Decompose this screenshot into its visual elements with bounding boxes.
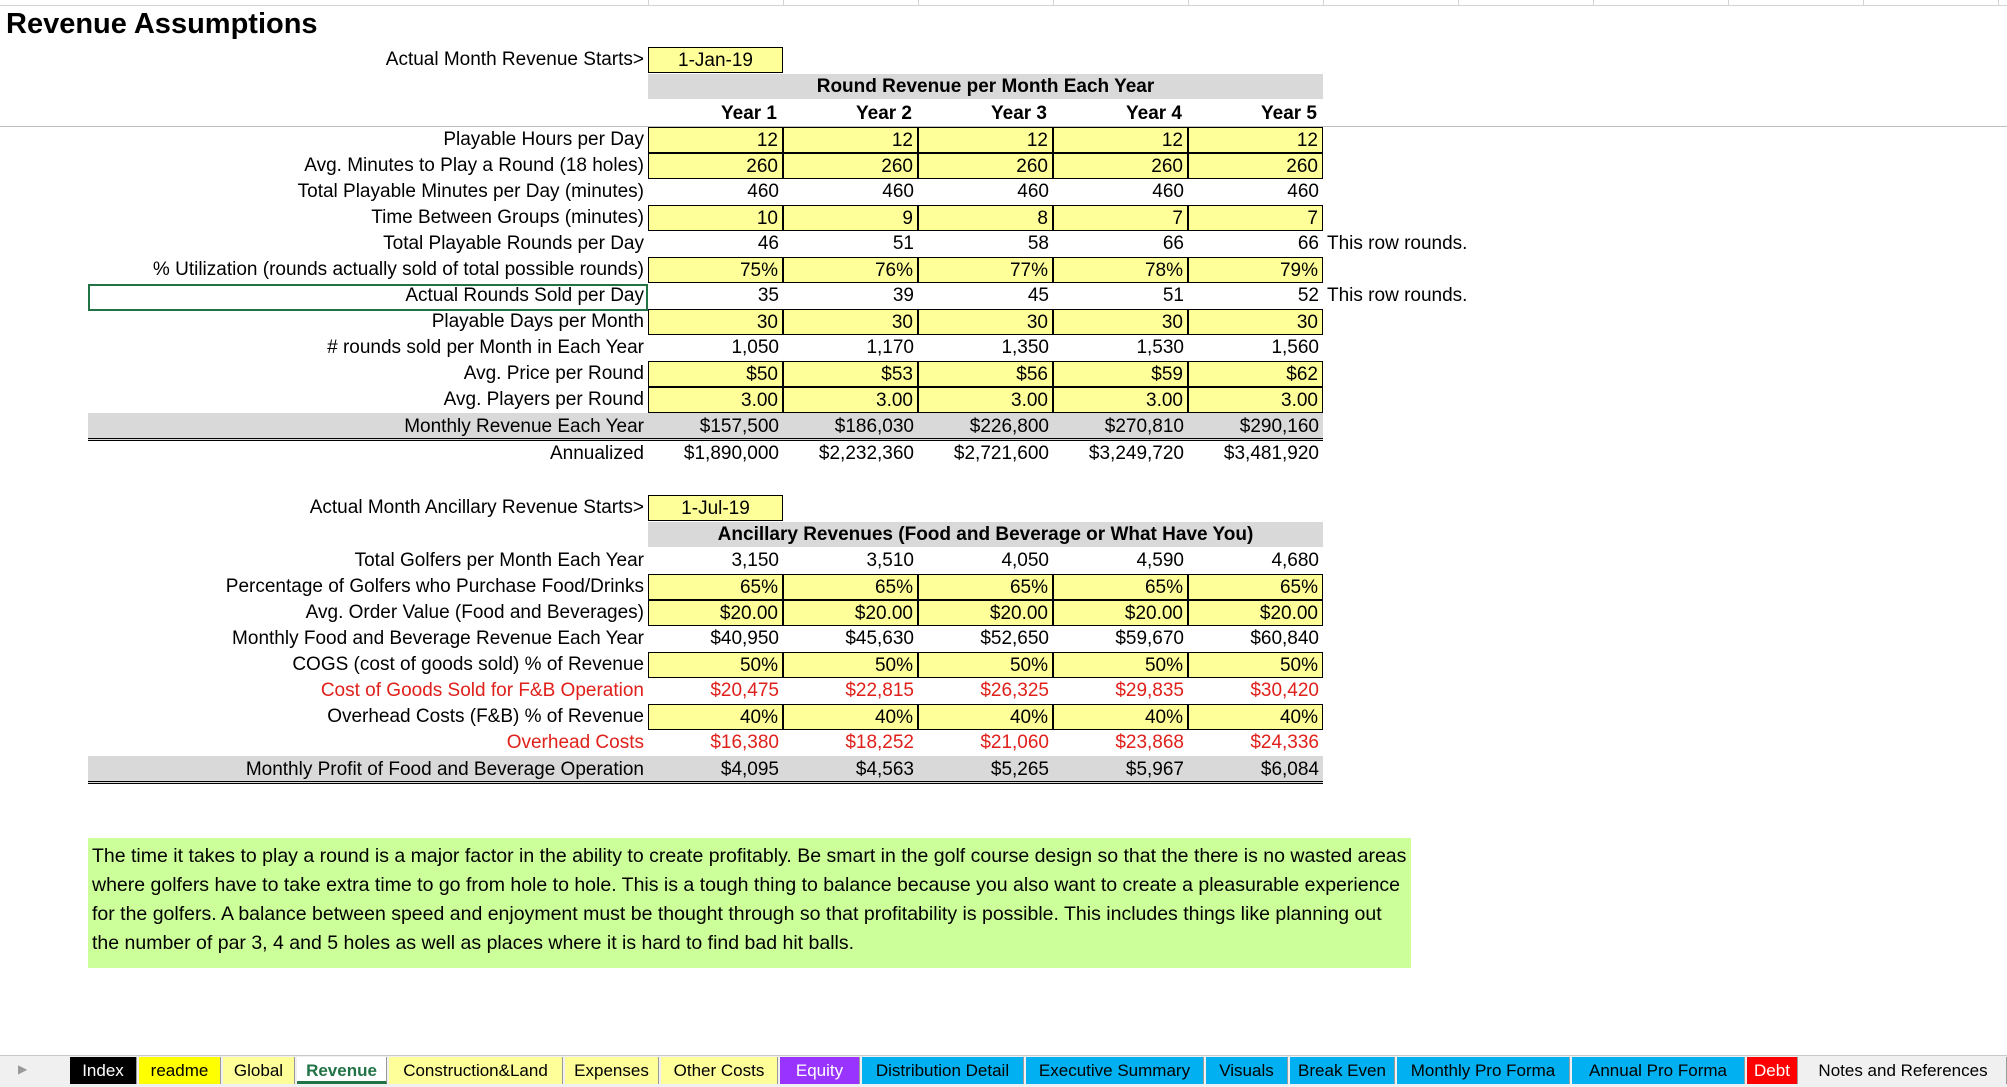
ancillary-cell[interactable]: $20.00 (783, 600, 918, 626)
sheet-tab-executive-summary[interactable]: Executive Summary (1026, 1057, 1204, 1084)
round-cell[interactable]: 260 (918, 153, 1053, 179)
round-row-label: # rounds sold per Month in Each Year (327, 337, 644, 358)
round-cell[interactable]: 12 (918, 127, 1053, 153)
design-note-box: The time it takes to play a round is a major factor in the ability to create profitably. Be smart in the golf course design so that the there is no wasted areas where golfers have to take extra time to go from hole to hole. This is a tough thing to balance because you also want to create a pleasurable experience for the golfers. A balance between speed and enjoyment must be thought through so that profitability is possible. This includes things like planning out the number of par 3, 4 and 5 holes as well as places where it is hard to find bad hit balls. (88, 838, 1411, 968)
round-cell: 66 (1297, 233, 1319, 254)
ancillary-cell: $22,815 (845, 680, 914, 701)
round-row-label: Playable Days per Month (431, 311, 644, 332)
ancillary-cell: $21,060 (980, 732, 1049, 753)
round-row-label: Actual Rounds Sold per Day (405, 285, 644, 306)
round-cell[interactable]: 30 (918, 309, 1053, 335)
round-cell[interactable]: 260 (783, 153, 918, 179)
gridline-tick (918, 0, 919, 5)
sheet-tab-annual-pro-forma[interactable]: Annual Pro Forma (1572, 1057, 1745, 1084)
ancillary-cell[interactable]: 40% (783, 704, 918, 730)
round-cell: 460 (1287, 181, 1319, 202)
ancillary-row-label: Avg. Order Value (Food and Beverages) (305, 602, 644, 623)
round-cell: 1,530 (1136, 337, 1184, 358)
round-cell: 58 (1027, 233, 1049, 254)
ancillary-cell: $23,868 (1115, 732, 1184, 753)
ancillary-row-label: Cost of Goods Sold for F&B Operation (320, 680, 644, 701)
round-cell: 51 (892, 233, 914, 254)
round-cell[interactable]: 3.00 (1053, 387, 1188, 413)
round-cell[interactable]: 260 (1053, 153, 1188, 179)
revenue-start-cell[interactable]: 1-Jan-19 (648, 47, 783, 73)
sheet-tab-distribution-detail[interactable]: Distribution Detail (862, 1057, 1024, 1084)
ancillary-cell[interactable]: 50% (1053, 652, 1188, 678)
ancillary-cell: $5,967 (1125, 759, 1184, 780)
round-row-label: Monthly Revenue Each Year (404, 416, 644, 437)
round-cell[interactable]: 3.00 (783, 387, 918, 413)
round-cell[interactable]: 3.00 (648, 387, 783, 413)
round-cell: 35 (757, 285, 779, 306)
round-cell[interactable]: 30 (648, 309, 783, 335)
round-cell[interactable]: 3.00 (1188, 387, 1323, 413)
ancillary-row-label: Overhead Costs (F&B) % of Revenue (327, 706, 644, 727)
ancillary-cell[interactable]: 40% (1053, 704, 1188, 730)
gridline-tick (1188, 0, 1189, 5)
round-cell: $290,160 (1239, 416, 1319, 437)
round-cell[interactable]: $56 (918, 361, 1053, 387)
ancillary-table-header: Ancillary Revenues (Food and Beverage or What Have You) (648, 522, 1323, 547)
round-cell: $3,481,920 (1223, 443, 1319, 464)
sheet-tab-construction-land[interactable]: Construction&Land (389, 1057, 563, 1084)
tab-scroll-arrow-icon[interactable]: ▶ (18, 1062, 28, 1076)
sheet-tab-visuals[interactable]: Visuals (1206, 1057, 1288, 1084)
sheet-tab-debt[interactable]: Debt (1747, 1057, 1798, 1084)
sheet-tab-revenue[interactable]: Revenue (297, 1057, 387, 1084)
sheet-tab-break-even[interactable]: Break Even (1290, 1057, 1395, 1084)
ancillary-cell: $60,840 (1250, 628, 1319, 649)
sheet-tab-index[interactable]: Index (70, 1057, 137, 1084)
round-cell[interactable]: 8 (918, 205, 1053, 231)
ancillary-cell[interactable]: 65% (783, 574, 918, 600)
round-table-header: Round Revenue per Month Each Year (648, 74, 1323, 99)
ancillary-row-label: Percentage of Golfers who Purchase Food/Drinks (225, 576, 644, 597)
year-header: Year 1 (721, 103, 777, 124)
round-cell: 46 (757, 233, 779, 254)
round-cell: 1,050 (731, 337, 779, 358)
round-row-label: Time Between Groups (minutes) (371, 207, 644, 228)
round-cell[interactable]: 12 (783, 127, 918, 153)
round-cell: $1,890,000 (683, 443, 779, 464)
sheet-tab-other-costs[interactable]: Other Costs (661, 1057, 778, 1084)
sheet-tab-global[interactable]: Global (223, 1057, 295, 1084)
round-cell[interactable]: 10 (648, 205, 783, 231)
gridline-tick (1593, 0, 1594, 5)
year-header: Year 4 (1126, 103, 1182, 124)
ancillary-row-label: Total Golfers per Month Each Year (354, 550, 644, 571)
ancillary-start-cell[interactable]: 1-Jul-19 (648, 495, 783, 521)
round-cell: 1,170 (866, 337, 914, 358)
round-cell[interactable]: $59 (1053, 361, 1188, 387)
round-cell: 460 (747, 181, 779, 202)
ancillary-cell: $45,630 (845, 628, 914, 649)
sheet-tab-equity[interactable]: Equity (780, 1057, 860, 1084)
ancillary-cell[interactable]: $20.00 (918, 600, 1053, 626)
ancillary-cell[interactable]: 50% (918, 652, 1053, 678)
round-row-label: Total Playable Rounds per Day (383, 233, 644, 254)
sheet-tab-monthly-pro-forma[interactable]: Monthly Pro Forma (1397, 1057, 1570, 1084)
ancillary-cell: $4,563 (855, 759, 914, 780)
ancillary-cell[interactable]: 40% (1188, 704, 1323, 730)
ancillary-cell: $52,650 (980, 628, 1049, 649)
round-cell[interactable]: 260 (1188, 153, 1323, 179)
page-title: Revenue Assumptions (6, 8, 318, 40)
ancillary-row-label: Overhead Costs (506, 732, 644, 753)
gridline-tick (1863, 0, 1864, 5)
round-cell: 460 (882, 181, 914, 202)
round-row-label: Playable Hours per Day (443, 129, 644, 150)
ancillary-cell: $29,835 (1115, 680, 1184, 701)
round-cell[interactable]: 7 (1188, 205, 1323, 231)
ancillary-cell[interactable]: 40% (648, 704, 783, 730)
ancillary-cell: $4,095 (720, 759, 779, 780)
round-cell[interactable]: 9 (783, 205, 918, 231)
round-cell[interactable]: $50 (648, 361, 783, 387)
ancillary-cell[interactable]: $20.00 (648, 600, 783, 626)
ancillary-cell: 4,590 (1136, 550, 1184, 571)
round-row-label: Avg. Players per Round (443, 389, 644, 410)
ancillary-cell: $16,380 (710, 732, 779, 753)
round-cell: 1,560 (1271, 337, 1319, 358)
gridline-tick (1728, 0, 1729, 5)
ancillary-cell: $18,252 (845, 732, 914, 753)
ancillary-cell[interactable]: 65% (918, 574, 1053, 600)
round-cell[interactable]: 3.00 (918, 387, 1053, 413)
gridline-tick (1323, 0, 1324, 5)
sheet-tab-notes-and-references[interactable]: Notes and References (1800, 1057, 2007, 1084)
round-cell[interactable]: 77% (918, 257, 1053, 283)
round-cell[interactable]: 76% (783, 257, 918, 283)
round-cell: 51 (1162, 285, 1184, 306)
ancillary-row-label: Monthly Profit of Food and Beverage Operation (245, 759, 644, 780)
ancillary-cell: $24,336 (1250, 732, 1319, 753)
round-row-label: Avg. Price per Round (463, 363, 644, 384)
ancillary-cell: 4,680 (1271, 550, 1319, 571)
round-cell: 39 (892, 285, 914, 306)
ancillary-cell: $30,420 (1250, 680, 1319, 701)
ancillary-cell: 4,050 (1001, 550, 1049, 571)
round-cell: $226,800 (969, 416, 1049, 437)
round-cell: 52 (1297, 285, 1319, 306)
ancillary-cell: $5,265 (990, 759, 1049, 780)
ancillary-cell: 3,510 (866, 550, 914, 571)
round-cell[interactable]: 30 (1053, 309, 1188, 335)
ancillary-start-label: Actual Month Ancillary Revenue Starts> (309, 497, 644, 518)
revenue-start-label: Actual Month Revenue Starts> (385, 49, 644, 70)
round-cell[interactable]: 30 (1188, 309, 1323, 335)
year-header: Year 5 (1261, 103, 1317, 124)
round-row-label: Annualized (549, 443, 644, 464)
sheet-tab-readme[interactable]: readme (139, 1057, 221, 1084)
ancillary-cell[interactable]: 50% (648, 652, 783, 678)
round-cell[interactable]: 12 (1053, 127, 1188, 153)
round-row-label: Total Playable Minutes per Day (minutes) (297, 181, 644, 202)
round-cell[interactable]: 260 (648, 153, 783, 179)
round-cell: 460 (1017, 181, 1049, 202)
round-cell: $2,721,600 (953, 443, 1049, 464)
round-cell[interactable]: 75% (648, 257, 783, 283)
round-cell: $157,500 (699, 416, 779, 437)
round-cell[interactable]: $62 (1188, 361, 1323, 387)
round-row-label: Avg. Minutes to Play a Round (18 holes) (304, 155, 644, 176)
ancillary-cell[interactable]: $20.00 (1188, 600, 1323, 626)
round-cell[interactable]: 78% (1053, 257, 1188, 283)
ancillary-cell: $20,475 (710, 680, 779, 701)
ancillary-cell: $40,950 (710, 628, 779, 649)
round-cell: $2,232,360 (818, 443, 914, 464)
sheet-tab-bar (0, 1055, 2007, 1087)
year-header: Year 3 (991, 103, 1047, 124)
gridline-tick (1053, 0, 1054, 5)
round-cell: $3,249,720 (1088, 443, 1184, 464)
round-cell: $270,810 (1104, 416, 1184, 437)
round-cell: 66 (1162, 233, 1184, 254)
gridline-tick (648, 0, 649, 5)
round-cell: 460 (1152, 181, 1184, 202)
ancillary-cell[interactable]: $20.00 (1053, 600, 1188, 626)
ancillary-row-label: COGS (cost of goods sold) % of Revenue (292, 654, 644, 675)
ancillary-cell: 3,150 (731, 550, 779, 571)
round-cell[interactable]: $53 (783, 361, 918, 387)
sheet-tab-expenses[interactable]: Expenses (565, 1057, 659, 1084)
gridline-tick (1458, 0, 1459, 5)
ancillary-cell[interactable]: 65% (648, 574, 783, 600)
gridline-tick (783, 0, 784, 5)
round-row-label: % Utilization (rounds actually sold of total possible rounds) (152, 259, 644, 280)
ancillary-cell[interactable]: 40% (918, 704, 1053, 730)
year-header: Year 2 (856, 103, 912, 124)
ancillary-row-label: Monthly Food and Beverage Revenue Each Year (232, 628, 644, 649)
round-cell: 45 (1027, 285, 1049, 306)
ancillary-cell[interactable]: 50% (1188, 652, 1323, 678)
round-cell[interactable]: 12 (1188, 127, 1323, 153)
ancillary-cell: $59,670 (1115, 628, 1184, 649)
round-cell[interactable]: 30 (783, 309, 918, 335)
ancillary-cell: $26,325 (980, 680, 1049, 701)
ancillary-cell[interactable]: 65% (1053, 574, 1188, 600)
round-cell: $186,030 (834, 416, 914, 437)
round-cell[interactable]: 7 (1053, 205, 1188, 231)
selected-cell-outline (88, 284, 648, 311)
round-cell[interactable]: 79% (1188, 257, 1323, 283)
round-cell[interactable]: 12 (648, 127, 783, 153)
ancillary-cell[interactable]: 50% (783, 652, 918, 678)
row-note: This row rounds. (1327, 233, 1468, 254)
column-gridlines (0, 0, 2007, 6)
ancillary-cell: $6,084 (1260, 759, 1319, 780)
round-cell: 1,350 (1001, 337, 1049, 358)
row-note: This row rounds. (1327, 285, 1468, 306)
gridline-tick (1998, 0, 1999, 5)
ancillary-cell[interactable]: 65% (1188, 574, 1323, 600)
